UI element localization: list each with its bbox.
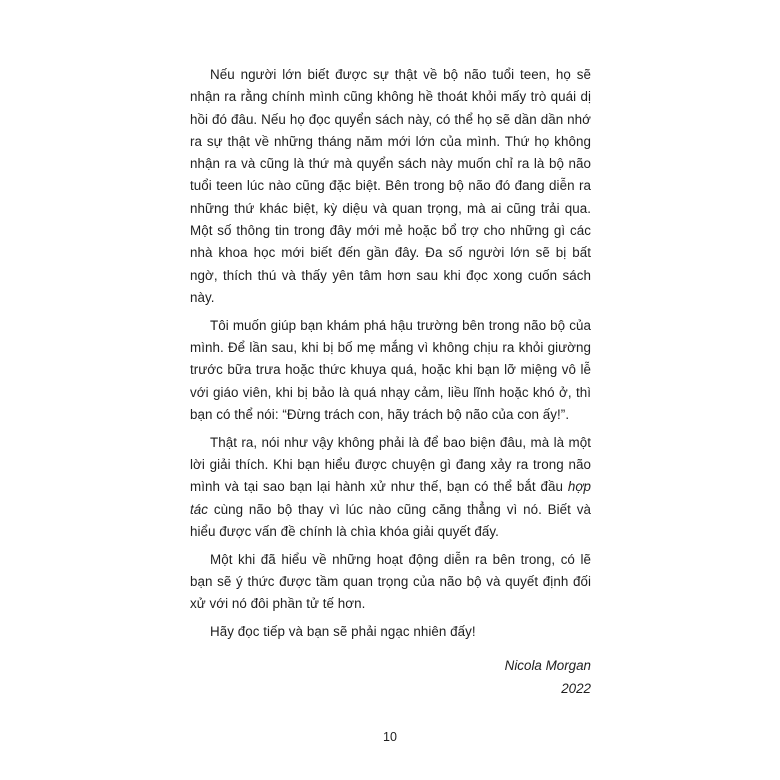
paragraph-text: Thật ra, nói như vậy không phải là để bao biện đâu, mà là một lời giải thích. Khi bạn hiểu được chuyện gì đang xảy ra trong não mình và tại sao bạn lại hành xử như thế, bạn có thể bắt đầu (190, 434, 591, 495)
body-text (190, 64, 591, 700)
author-name: Nicola Morgan (504, 658, 591, 674)
paragraph (190, 621, 591, 643)
page-number: 10 (383, 730, 397, 744)
emphasis-text: hợp tác (190, 479, 591, 517)
paragraph-text: Nếu người lớn biết được sự thật về bộ não tuổi teen, họ sẽ nhận ra rằng chính mình cũng không hề thoát khỏi mấy trò quái dị hồi đó đâu. Nếu họ đọc quyển sách này, có thể họ sẽ dần dần nhớ ra sự thật về những tháng năm mới lớn của mình. Thứ họ không nhận ra và cũng là thứ mà quyển sách này muốn chỉ ra là bộ não tuổi teen lúc nào cũng đặc biệt. Bên trong bộ não đó đang diễn ra những thứ khác biệt, kỳ diệu và quan trọng, mà ai cũng trải qua. Một số thông tin trong đây mới mẻ hoặc bổ trợ cho những gì các nhà khoa học mới biết đến gần đây. Đa số người lớn sẽ bị bất ngờ, thích thú và thấy yên tâm hơn sau khi đọc xong cuốn sách này. (190, 67, 591, 305)
paragraph (190, 549, 591, 616)
paragraph-text: Tôi muốn giúp bạn khám phá hậu trường bên trong não bộ của mình. Để lần sau, khi bị bố mẹ mắng vì không chịu ra khỏi giường trước bữa trưa hoặc thức khuya quá, hoặc khi bạn lỡ miệng vô lễ với giáo viên, khi bị bảo là quá nhạy cảm, liều lĩnh hoặc khó ở, thì bạn có thể nói: “Đừng trách con, hãy trách bộ não của con ấy!”. (190, 317, 591, 422)
paragraph-text: Hãy đọc tiếp và bạn sẽ phải ngạc nhiên đấy! (210, 624, 476, 640)
paragraph (190, 432, 591, 543)
signature (190, 655, 591, 700)
paragraph-text: cùng não bộ thay vì lúc nào cũng căng thẳng vì nó. Biết và hiểu được vấn đề chính là chìa khóa giải quyết đấy. (190, 501, 591, 539)
paragraph-text: Một khi đã hiểu về những hoạt động diễn ra bên trong, có lẽ bạn sẽ ý thức được tầm quan trọng của não bộ và quyết định đối xử với nó đôi phần tử tế hơn. (190, 551, 591, 612)
paragraph (190, 315, 591, 426)
paragraph (190, 64, 591, 309)
signature-year: 2022 (561, 680, 591, 696)
